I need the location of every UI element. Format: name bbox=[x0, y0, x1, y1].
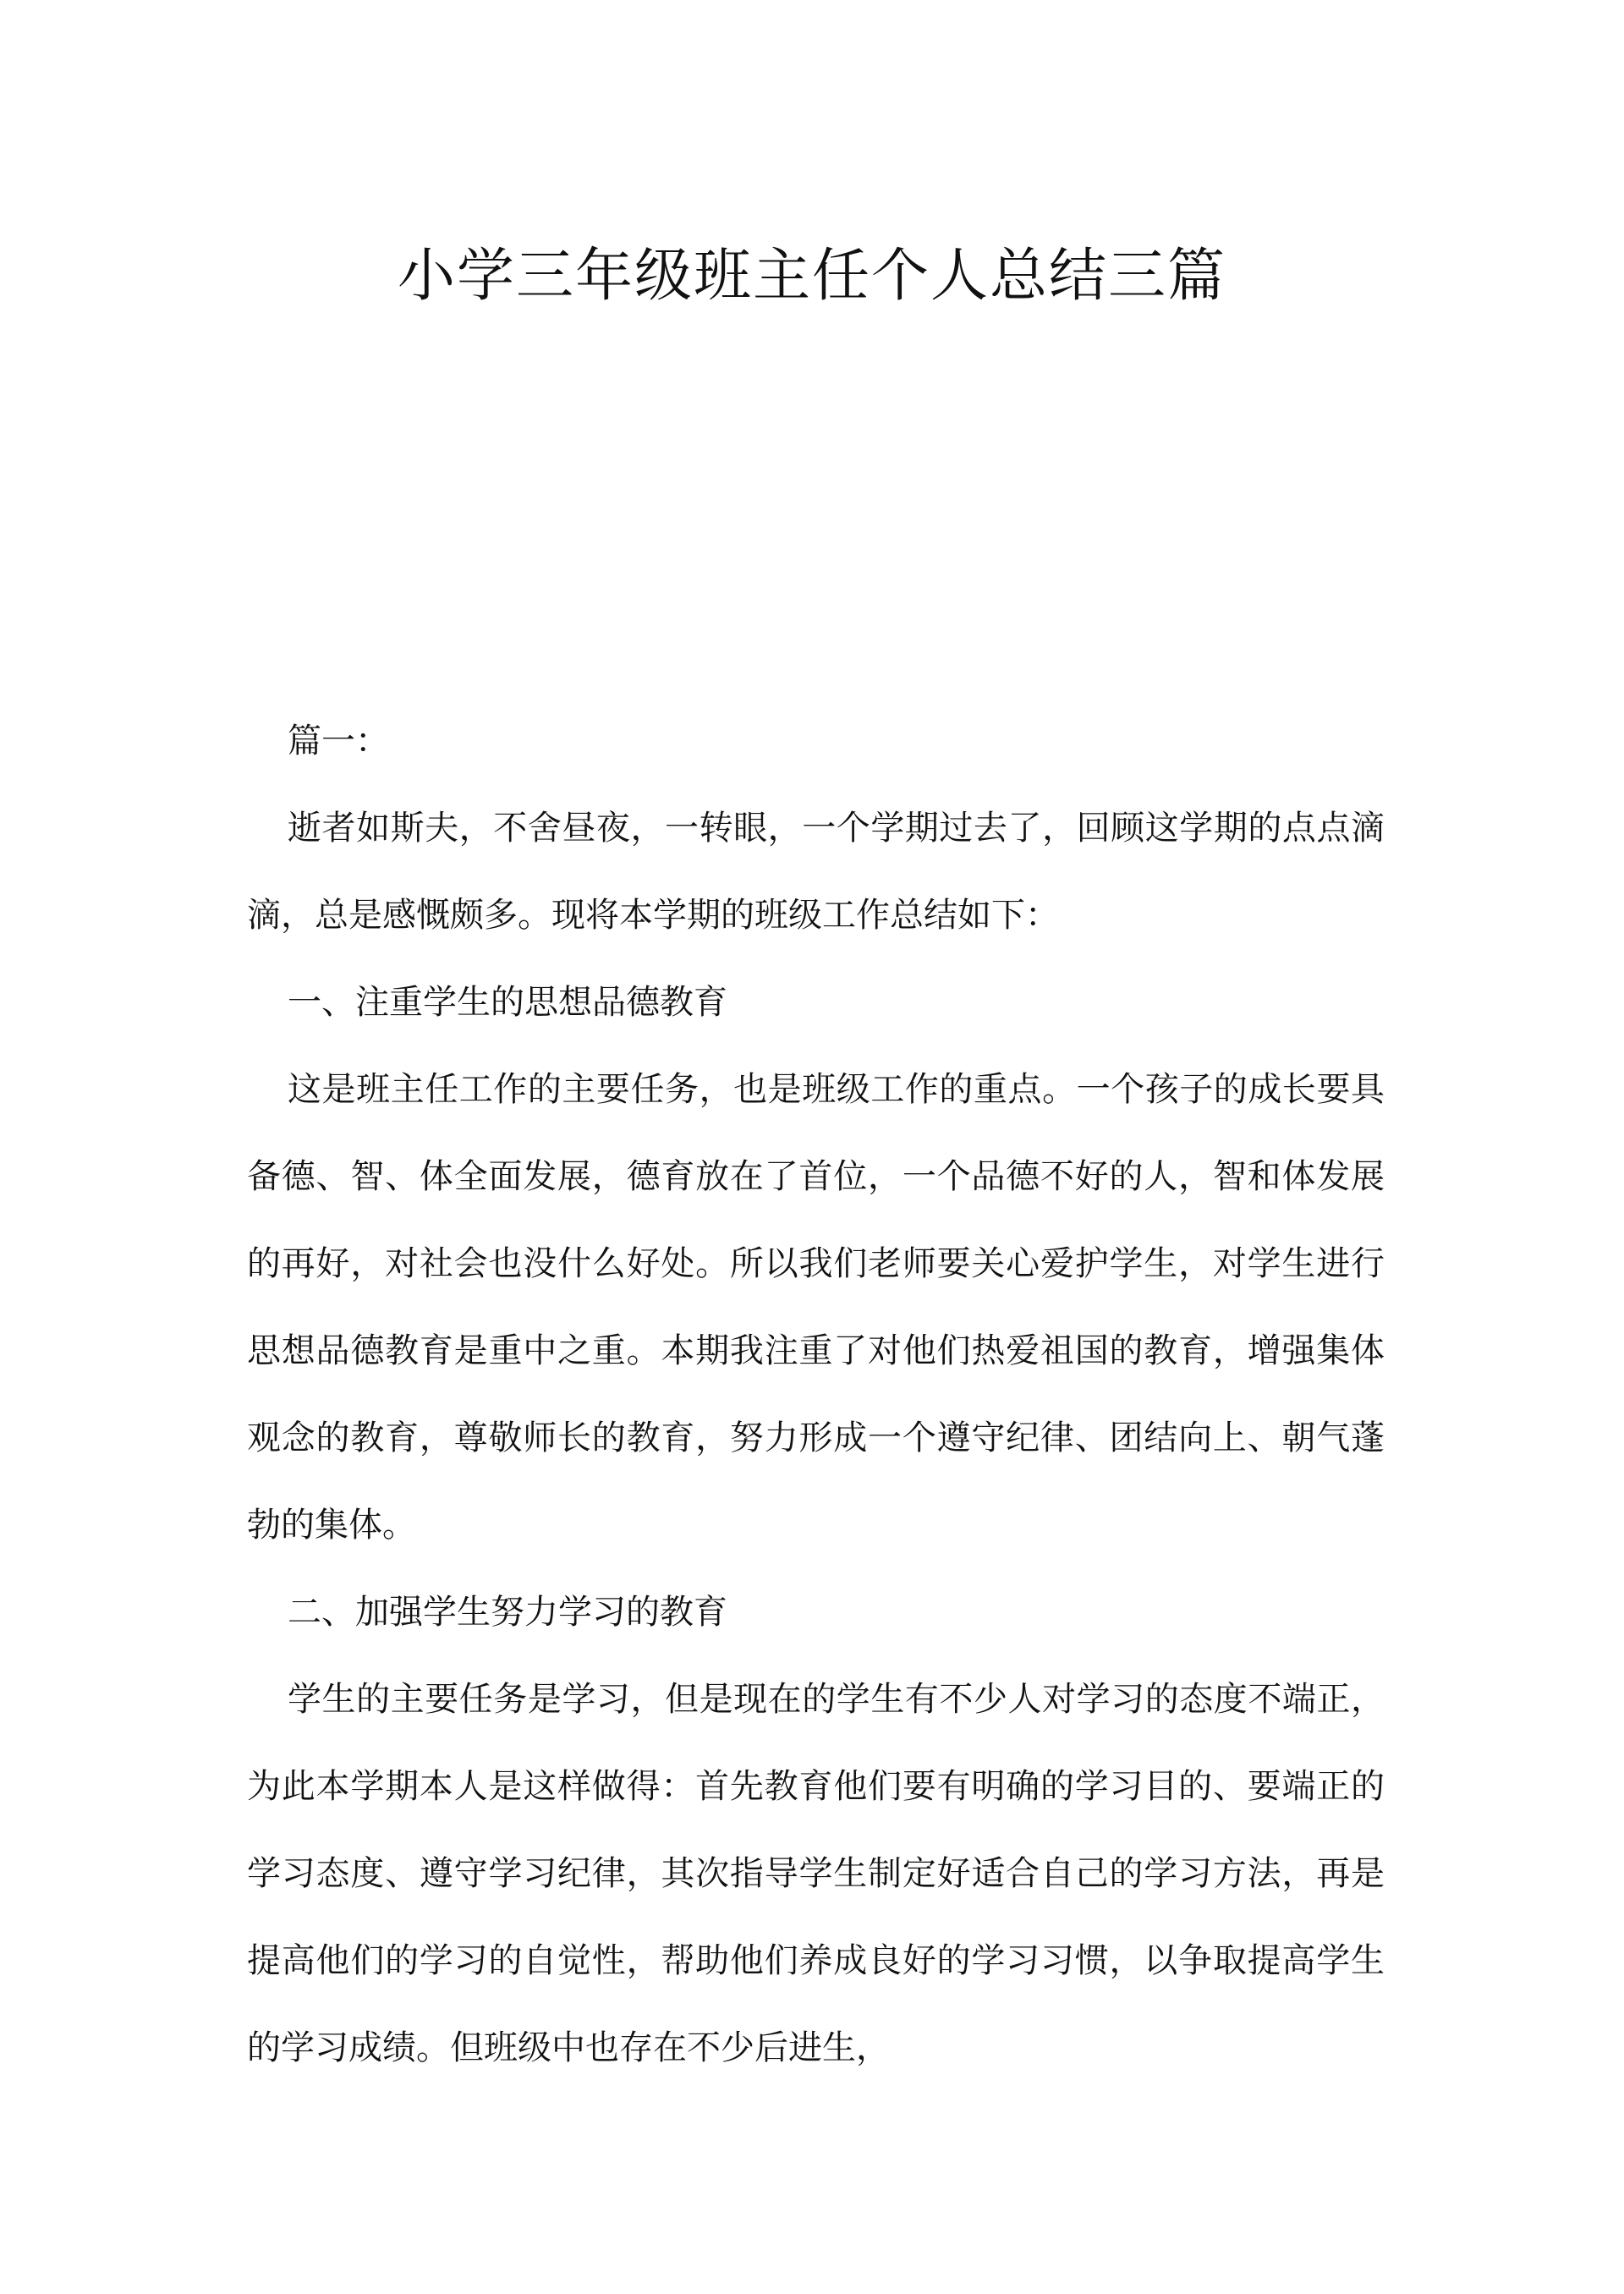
section-paragraph-1: 这是班主任工作的主要任务，也是班级工作的重点。一个孩子的成长要具备德、智、体全面发展，德育放在了首位，一个品德不好的人，智和体发展的再好，对社会也没什么好处。所以我们老师要关心爱护学生，对学生进行思想品德教育是重中之重。本期我注重了对他们热爱祖国的教育，增强集体观念的教育，尊敬师长的教育，努力形成一个遵守纪律、团结向上、朝气蓬勃的集体。 bbox=[247, 1070, 1385, 1545]
document-title: 小学三年级班主任个人总结三篇 bbox=[397, 243, 1226, 310]
section-paragraph-2: 学生的主要任务是学习，但是现在的学生有不少人对学习的态度不端正，为此本学期本人是这样做得：首先教育他们要有明确的学习目的、要端正的学习态度、遵守学习纪律，其次指导学生制定好适合自己的学习方法，再是提高他们的学习的自觉性，帮助他们养成良好的学习习惯，以争取提高学生的学习成绩。但班级中也存在不少后进生， bbox=[247, 1680, 1385, 2067]
section-label: 篇一： bbox=[288, 722, 389, 760]
section-heading-2: 二、加强学生努力学习的教育 bbox=[288, 1593, 727, 1632]
document-body bbox=[247, 698, 1385, 2092]
section-heading-1: 一、注重学生的思想品德教育 bbox=[288, 983, 727, 1022]
intro-paragraph: 逝者如斯夫，不舍昼夜，一转眼，一个学期过去了，回顾这学期的点点滴滴，总是感慨颇多。现将本学期的班级工作总结如下： bbox=[247, 809, 1385, 935]
